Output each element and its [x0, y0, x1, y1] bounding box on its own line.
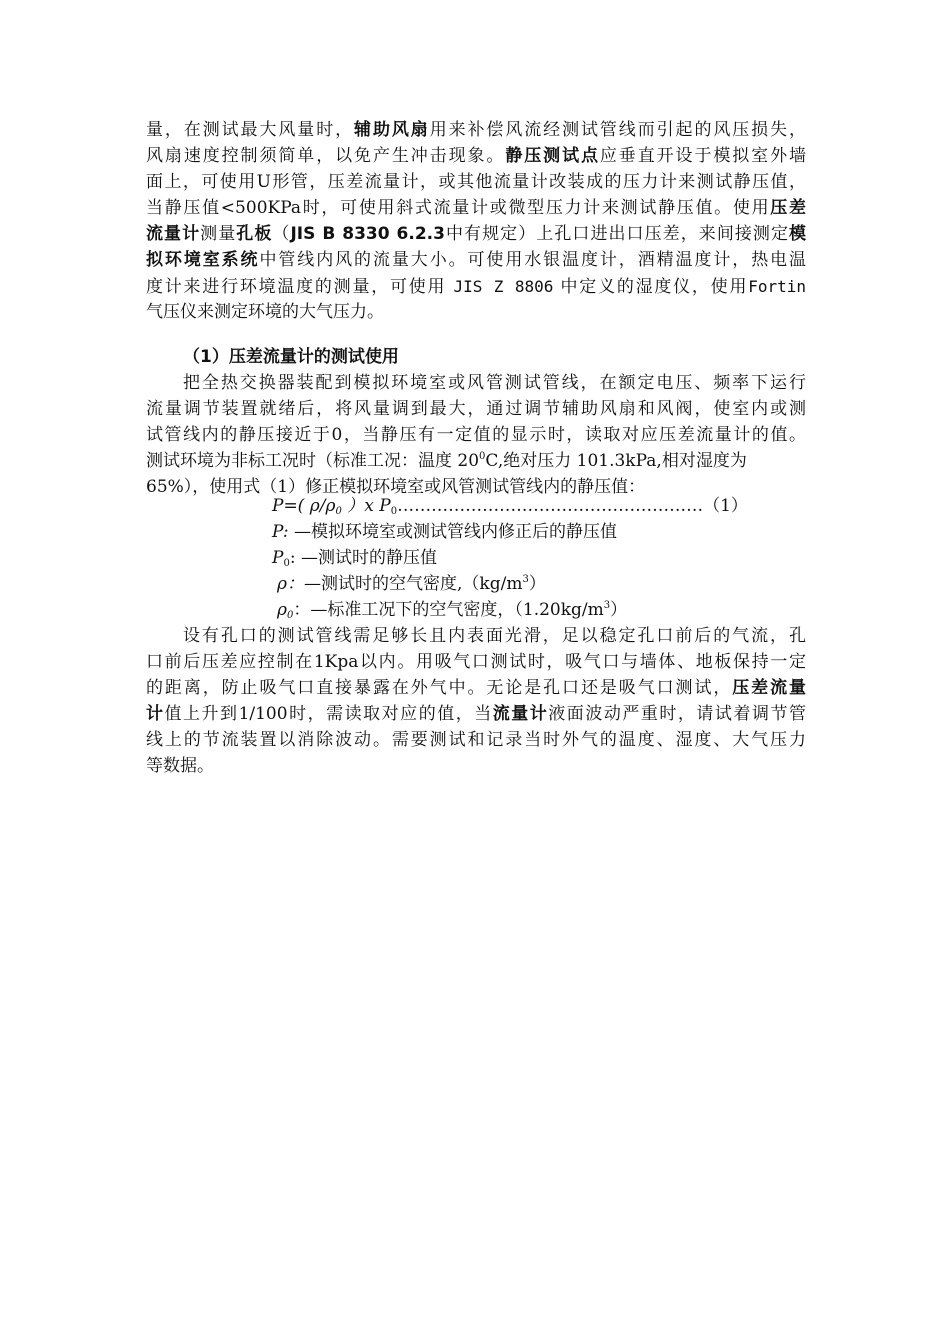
intro-line-3: 面上，可使用U形管，压差流量计，或其他流量计改装成的压力计来测试静压值，: [146, 172, 806, 192]
para1-line-3: 试管线内的静压接近于0，当静压有一定值的显示时，读取对应压差流量计的值。: [146, 425, 806, 445]
para2-line-2: 口前后压差应控制在1Kpa以内。用吸气口测试时，吸气口与墙体、地板保持一定: [146, 652, 806, 672]
intro-line-2: 风扇速度控制须简单，以免产生冲击现象。静压测试点应垂直开设于模拟室外墙: [146, 146, 807, 166]
intro-line-6: 拟环境室系统中管线内风的流量大小。可使用水银温度计，酒精温度计，热电温: [146, 250, 807, 270]
standard-ref-jis-z: JIS Z 8806: [453, 277, 554, 296]
para1-line-4: 测试环境为非标工况时（标准工况：温度 $20^0C$,绝对压力 101.3kPa,相对湿度为: [146, 451, 747, 471]
formula-1: P=( $\rho/\rho_0$ ）x $P_0\dots\dots\dots\dots\dots\dots\dots\dots\dots\dots\dots\dots\dots\dots\dots\dots\dots\dots(1)$: [272, 496, 748, 517]
para2-line-1: 设有孔口的测试管线需足够长且内表面光滑，足以稳定孔口前后的气流，孔: [183, 626, 806, 646]
standard-ref-jis-b: JIS B 8330 6.2.3: [290, 224, 445, 244]
formula-leader-dots: ………………………………………………: [397, 496, 704, 516]
intro-line-8: 气压仪来测定环境的大气压力。: [146, 302, 384, 322]
formula-number: （1）: [703, 496, 748, 516]
para2-line-3: 的距离，防止吸气口直接暴露在外气中。无论是孔口还是吸气口测试，压差流量: [146, 678, 807, 698]
para2-line-6: 等数据。: [146, 756, 214, 776]
para1-line-1: 把全热交换器装配到模拟环境室或风管测试管线，在额定电压、频率下运行: [183, 373, 806, 393]
intro-line-1: 量，在测试最大风量时，辅助风扇用来补偿风流经测试管线而引起的风压损失，: [146, 120, 807, 140]
intro-line-7: 度计来进行环境温度的测量，可使用 JIS Z 8806 中定义的湿度仪，使用Fortin: [146, 277, 807, 297]
intro-line-5: 流量计测量孔板（JIS B 8330 6.2.3中有规定）上孔口进出口压差，来间接测定模: [146, 224, 807, 244]
keyword-static-point: 静压测试点: [505, 146, 600, 166]
def-rho0: $\rho_0$：—标准工况下的空气密度，$(1.20kg/m^3)$: [277, 600, 628, 621]
para2-line-4: 计值上升到1/100时，需读取对应的值，当流量计液面波动严重时，请试着调节管: [146, 704, 806, 724]
intro-line-4: 当静压值<500KPa时，可使用斜式流量计或微型压力计来测试静压值。使用压差: [146, 198, 806, 218]
keyword-aux-fan: 辅助风扇: [354, 120, 430, 140]
para1-line-5: 65%），使用式（1）修正模拟环境室或风管测试管线内的静压值：: [146, 477, 646, 497]
def-rho: ρ：—测试时的空气密度$,(kg/m^3)$: [277, 574, 546, 594]
keyword-diff-pressure: 压差: [770, 198, 806, 218]
def-p0: $P_0$: —测试时的静压值: [272, 548, 437, 569]
section-heading: （1）压差流量计的测试使用: [183, 347, 399, 367]
def-p: P: —模拟环境室或测试管线内修正后的静压值: [272, 522, 617, 542]
para1-line-2: 流量调节装置就绪后，将风量调到最大，通过调节辅助风扇和风阀，使室内或测: [146, 399, 806, 419]
para2-line-5: 线上的节流装置以消除波动。需要测试和记录当时外气的温度、湿度、大气压力: [146, 730, 806, 750]
